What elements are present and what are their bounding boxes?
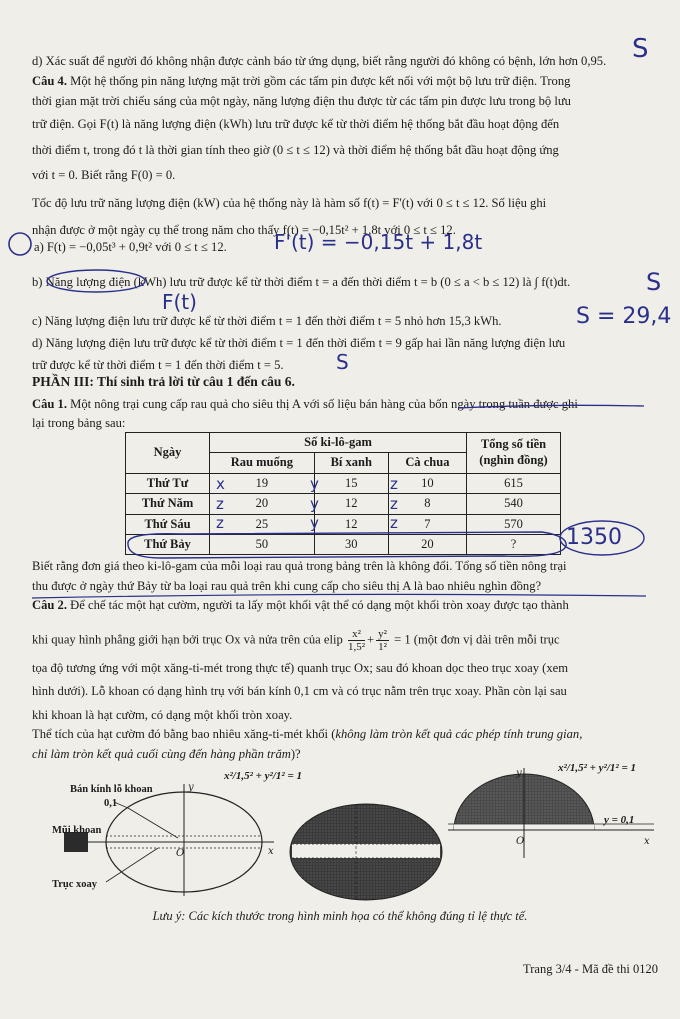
hw-table-mark: z [216,495,224,513]
hw-s-mark-3: S [336,350,349,374]
cell-ca-chua: 7 [388,514,466,534]
frac-y-den: 1² [378,640,387,653]
q2-line-5: khi khoan là hạt cườm, có dạng một khối tròn xoay. [32,707,293,722]
cell-bi-xanh: 12 [314,494,388,514]
cell-rau-muong: 20 [210,494,315,514]
q4-line-4: thời điểm t, trong đó t là thời gian tính theo giờ (0 ≤ t ≤ 12) và thời điểm hệ thống bắt đầu hoạt động ứng [32,142,559,157]
hw-table-mark: z [390,495,398,513]
cell-day: Thứ Sáu [126,514,210,534]
cell-total: 540 [467,494,561,514]
hw-answer-circle [558,518,648,558]
fig3-equation: x²/1,5² + y²/1² = 1 [558,762,636,774]
part-3-heading: PHẦN III: Thí sinh trả lời từ câu 1 đến câu 6. [32,374,295,389]
hw-c-mark: S = 29,4 [576,304,672,329]
hw-underline-q1 [456,402,648,412]
cell-day: Thứ Năm [126,494,210,514]
q2-title: Câu 2. [32,598,67,612]
hw-table-mark: x [216,475,225,493]
hw-table-mark: y [310,495,319,513]
q1-line-1: Một nông trại cung cấp rau quả cho siêu thị A với số liệu bán hàng của bốn ngày trong tuần được ghi [67,396,578,411]
hw-circle-a [6,230,34,258]
col-bi-xanh: Bí xanh [314,453,388,473]
hw-table-mark: y [310,475,319,493]
fig1-equation: x²/1,5² + y²/1² = 1 [224,770,302,782]
fig3-line-label: y = 0,1 [604,814,635,826]
q4-d-line-2: trữ được kể từ thời điểm t = 1 đến thời điểm t = 5. [32,357,284,372]
q3-d-line [32,52,652,72]
q2-line-7: chỉ làm tròn kết quả cuối cùng đến hàng phần trăm [32,746,291,761]
q2-line-6b: không làm tròn kết quả các phép tính trung gian, [335,727,583,742]
fig1-origin: O [176,848,185,859]
cell-ca-chua: 20 [388,534,466,554]
col-total: Tổng số tiền (nghìn đồng) [467,433,561,474]
q2-line-2a: khi quay hình phẳng giới hạn bởi trục Ox và nửa trên của elip [32,632,343,646]
cell-bi-xanh: 15 [314,473,388,493]
q2-line-4: hình dưới). Lỗ khoan có dạng hình trụ với bán kính 0,1 cm và có trục nằm trên trục xoay. Phần còn lại sau [32,684,567,699]
q2-line-2b: = 1 (một đơn vị dài trên mỗi trục [394,632,560,646]
cell-rau-muong: 25 [210,514,315,534]
hw-a-mark: F'(t) = −0,15t + 1,8t [274,230,483,254]
q2-line-3: tọa độ tương ứng với một xăng-ti-mét trong thực tế) quanh trục Ox; sau đó khoan dọc theo trục xoay (xem [32,660,569,675]
q4-line-2: thời gian mặt trời chiếu sáng của một ngày, năng lượng điện thu được từ các tấm pin được lưu trong bộ lưu [32,93,571,108]
q4-line-7: nhận được ở một ngày cụ thể trong năm cho thấy f(t) = −0,15t² + 1,8t với 0 ≤ t ≤ 12. [32,223,456,238]
frac-x-den: 1,5² [347,640,365,653]
cell-total: 615 [467,473,561,493]
frac-x [348,628,365,653]
q1-line-2: lại trong bảng sau: [32,416,126,431]
label-axis: Trục xoay [52,879,98,890]
q1-after-1: Biết rằng đơn giá theo ki-lô-gam của mỗi loại rau quả trong bảng trên là không đổi. Tổng số tiền nông trại [32,559,567,573]
q4-c [32,312,652,332]
fig3-origin: O [516,836,525,847]
q4-b-text: b) Năng lượng điện (kWh) lưu trữ được kể từ thời điểm t = a đến thời điểm t = b (0 ≤ a < b ≤ 12) là ∫ f(t)dt. [32,275,571,289]
cell-day: Thứ Tư [126,473,210,493]
q4-d-line-1: d) Năng lượng điện lưu trữ được kể từ thời điểm t = 1 đến thời điểm t = 9 gấp hai lần năng lượng điện lưu [32,336,566,350]
fig1-y-label: y [188,782,194,793]
label-drill-radius-value: 0,1 [104,798,118,809]
frac-x-num: x² [348,628,365,641]
q4-a-text: a) F(t) = −0,05t³ + 0,9t² với 0 ≤ t ≤ 12. [34,240,227,254]
q4-line-3: trữ điện. Gọi F(t) là năng lượng điện (kWh) lưu trữ được kể từ thời điểm hệ thống bắt đầu hoạt động đến [32,117,560,132]
fig3-x-label: x [644,836,650,847]
cell-bi-xanh: 30 [314,534,388,554]
figure-caption: Lưu ý: Các kích thước trong hình minh họa có thể không đúng tỉ lệ thực tế. [152,909,528,923]
q4-line-6: Tốc độ lưu trữ năng lượng điện (kW) của hệ thống này là hàm số f(t) = F'(t) với 0 ≤ t ≤ 12. Số liệu ghi [32,195,547,210]
label-drill-bit: Mũi khoan [52,825,102,836]
hw-table-mark: z [390,514,398,532]
hw-underline-q2 [30,590,650,602]
col-ca-chua: Cà chua [388,453,466,473]
q2-line-7b: )? [290,746,301,761]
hw-b-mark: F(t) [162,290,197,314]
q1-after-2: thu được ở ngày thứ Bảy từ ba loại rau quả trên khi cung cấp cho siêu thị A là bao nhiêu nghìn đồng? [32,578,542,593]
page-footer: Trang 3/4 - Mã đề thi 0120 [523,962,658,976]
hw-table-mark: z [390,475,398,493]
q4-c-text: c) Năng lượng điện lưu trữ được kể từ thời điểm t = 1 đến thời điểm t = 5 nhỏ hơn 15,3 kWh. [32,314,502,328]
cell-day: Thứ Bảy [126,534,210,554]
question-4 [32,72,652,241]
q3-d-text: d) Xác suất để người đó không nhận được cảnh báo từ ứng dụng, biết rằng người đó không có bệnh, lớn hơn 0,95. [32,54,607,68]
table-row [126,494,561,514]
cell-rau-muong: 19 [210,473,315,493]
figure-bead [286,800,446,904]
hw-circle-b [46,268,150,294]
label-drill-radius: Bán kính lỗ khoan [70,784,153,795]
hw-s-mark-2: S [646,268,662,296]
fig1-x-label: x [268,846,274,857]
hw-answer: 1350 [566,525,622,550]
col-group: Số ki-lô-gam [210,433,467,453]
hw-table-mark: y [310,514,319,532]
question-2: Câu 2. Để chế tác một hạt cườm, người ta lấy một khối vật thể có dạng một khối tròn xoay được tạo thành khi quay hình phẳng giới hạn bởi trục Ox và nửa trên của elip $\frac{\text{x²}}{\text{1,5²}}$ + $\frac{\text{y²}}{\text{1²}}$ = 1 (một đơn vị dài trên mỗi trục tọa độ tương ứng với một xăng-ti-mét trong thực tế) quanh trục Ox; sau đó khoan dọc theo trục xoay (xem hình dưới). Lỗ khoan có dạng hình trụ với bán kính 0,1 cm và có trục nằm trên trục xoay. Phần còn lại sau khi khoan là hạt cườm, có dạng một khối tròn xoay. Thể tích của hạt cườm đó bằng bao nhiêu xăng-ti-mét khối (không làm tròn kết quả các phép tính trung gian, chỉ làm tròn kết quả cuối cùng đến hàng phần trăm)? [32,596,652,764]
cell-ca-chua: 10 [388,473,466,493]
col-rau-muong: Rau muống [210,453,315,473]
cell-bi-xanh: 12 [314,514,388,534]
cell-total: ? [467,534,561,554]
hw-s-mark-1: S [632,34,649,64]
cell-rau-muong: 50 [210,534,315,554]
q1-title: Câu 1. [32,396,67,411]
q4-line-5: với t = 0. Biết rằng F(0) = 0. [32,168,176,183]
frac-y [376,628,389,653]
col-day: Ngày [126,433,210,474]
fig3-y-label: y [516,768,522,779]
q2-line-6a: Thể tích của hạt cườm đó bằng bao nhiêu xăng-ti-mét khối ( [32,727,336,742]
q2-line-1: Để chế tác một hạt cườm, người ta lấy một khối vật thể có dạng một khối tròn xoay được tạo thành [67,598,569,612]
frac-y-num: y² [378,627,387,640]
cell-total: 570 [467,514,561,534]
cell-ca-chua: 8 [388,494,466,514]
hw-table-mark: z [216,514,224,532]
q4-line-1: Một hệ thống pin năng lượng mặt trời gồm các tấm pin được kết nối với một bộ lưu trữ điện. Trong [67,74,571,88]
table-row [126,473,561,493]
q4-title: Câu 4. [32,74,67,88]
